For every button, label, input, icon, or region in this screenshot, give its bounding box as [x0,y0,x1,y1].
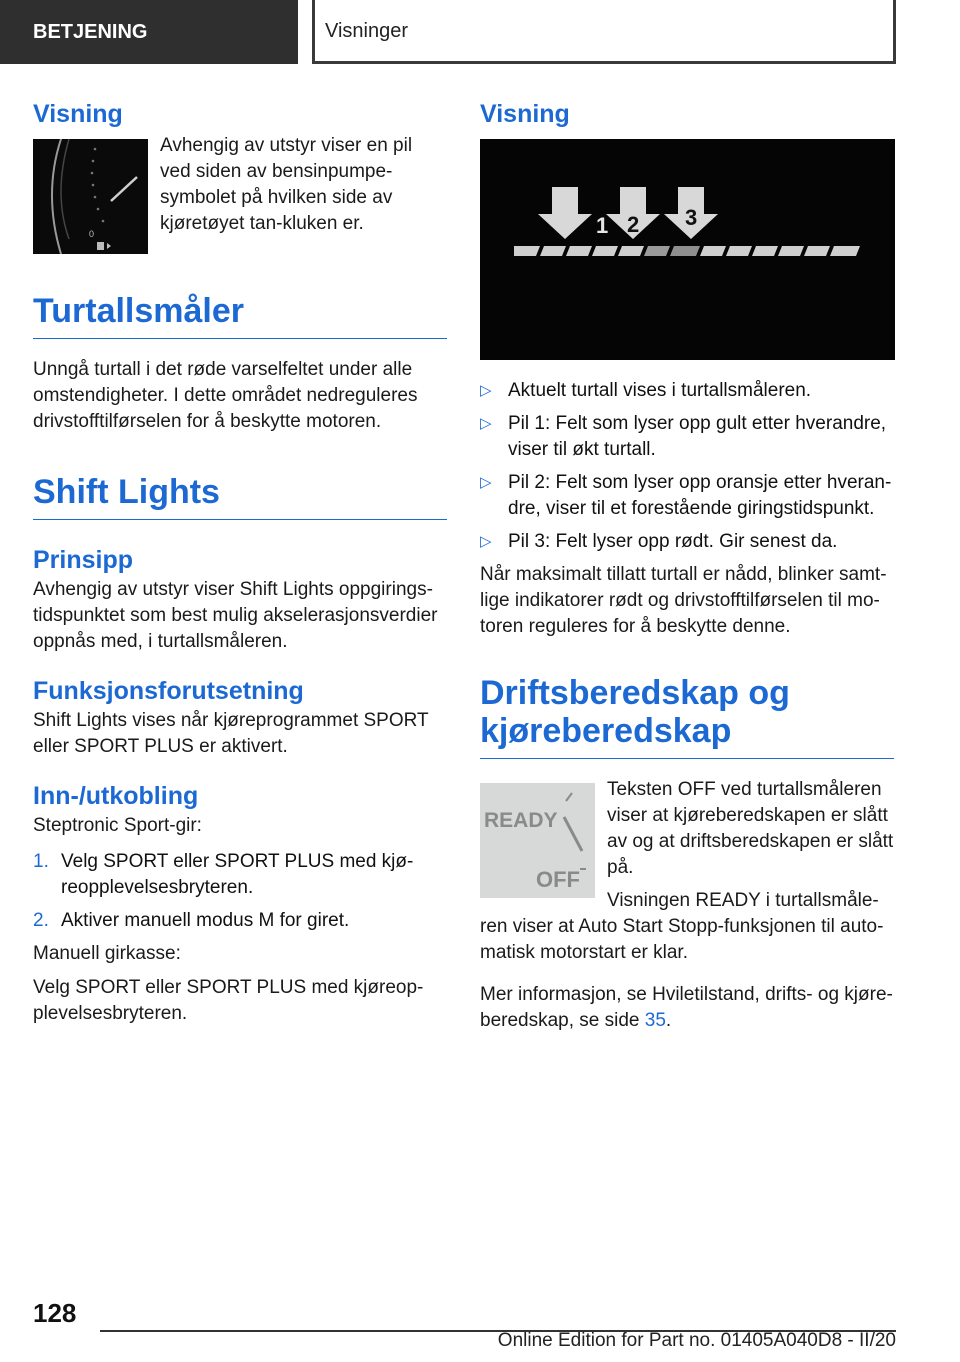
step-text: Velg SPORT eller SPORT PLUS med kjø-reopplevelsesbryteren. [61,851,414,898]
step-number: 1. [33,851,49,872]
svg-text:2: 2 [627,212,640,237]
right-column [480,100,894,1034]
step-item [33,908,447,934]
steps-list [33,849,447,934]
driftsberedskap-heading: Driftsberedskap og kjøreberedskap [480,674,894,759]
prinsipp-text: Avhengig av utstyr viser Shift Lights oppgirings-tidspunktet som best mulig akselerasjonsverdier oppnås med, i turtallsmåleren. [33,579,438,652]
ready-off-image [480,783,595,898]
manual-text: Velg SPORT eller SPORT PLUS med kjøreop-plevelsesbryteren. [33,977,424,1024]
shift-lights-illustration [480,139,895,360]
funksjonsforutsetning-text: Shift Lights vises når kjøreprogrammet SPORT eller SPORT PLUS er aktivert. [33,710,429,757]
visning-heading-right: Visning [480,100,570,128]
bullet-text: Pil 2: Felt som lyser opp oransje etter hveran-dre, viser til et forestående giringstidspunkt. [508,472,892,519]
page-title: Visninger [312,0,896,64]
manual-label: Manuell girkasse: [33,943,181,964]
edition-text: Online Edition for Part no. 01405A040D8 - II/20 [497,1330,896,1351]
bullet-triangle-icon: ▷ [480,533,492,550]
bullet-item [480,529,894,555]
ready-off-illustration [480,783,595,898]
turtall-text: Unngå turtall i det røde varselfeltet under alle omstendigheter. I dette området nedreguleres drivstofftilførselen for å beskytte motoren. [33,359,418,432]
turtall-heading: Turtallsmåler [33,292,447,339]
prinsipp-heading: Prinsipp [33,546,134,574]
svg-text:READY: READY [484,809,558,832]
more-info-suffix: . [665,1010,672,1031]
visning-heading: Visning [33,100,123,128]
page-number: 128 [33,1298,77,1328]
steptronic-label: Steptronic Sport-gir: [33,815,202,836]
svg-text:0: 0 [89,229,95,239]
bullet-triangle-icon: ▷ [480,415,492,432]
svg-text:1: 1 [596,213,609,238]
visning-text: Avhengig av utstyr viser en pil ved siden av bensinpumpe-symbolet på hvilken side av kjøretøyet tan-kluken er. [160,135,413,234]
arrow-1-icon [538,187,592,239]
shift-lights-bullets [480,378,894,555]
svg-text:3: 3 [685,205,698,230]
step-number: 2. [33,910,49,931]
bullet-triangle-icon: ▷ [480,474,492,491]
step-item [33,849,447,901]
more-info-prefix: Mer informasjon, se Hviletilstand, drifts- og kjøre-beredskap, se side [480,984,893,1031]
ready-block [480,779,894,898]
fuel-gauge-image [33,139,148,254]
off-text: Teksten OFF ved turtallsmåleren viser at kjøreberedskapen er slått av og at driftsberedskapen er slått på. [607,779,894,878]
bullet-text: Pil 3: Felt lyser opp rødt. Gir senest da. [508,531,838,552]
ready-text-wrap [607,777,894,898]
bullet-triangle-icon: ▷ [480,382,492,399]
shift-lights-heading: Shift Lights [33,473,447,520]
bullet-text: Pil 1: Felt som lyser opp gult etter hverandre, viser til økt turtall. [508,413,887,460]
fuel-gauge-illustration [33,139,148,254]
page-link[interactable]: 35 [644,1010,666,1031]
limit-text: Når maksimalt tillatt turtall er nådd, blinker samt-lige indikatorer rødt og drivstofftilførselen til mo-toren reguleres for å beskytte denne. [480,564,887,637]
section-tab: BETJENING [0,0,298,64]
visning-block [33,135,447,254]
bullet-item [480,411,894,463]
bullet-item [480,470,894,522]
left-column [33,100,447,1027]
more-info-text [480,982,894,1034]
bullet-text: Aktuelt turtall vises i turtallsmåleren. [508,380,812,401]
shift-lights-image [480,139,895,360]
innutkobling-heading: Inn-/utkobling [33,782,199,810]
funksjonsforutsetning-heading: Funksjonsforutsetning [33,677,304,705]
step-text: Aktiver manuell modus M for giret. [61,910,350,931]
svg-text:OFF: OFF [536,867,580,892]
ready-text: Visningen READY i turtallsmåle-ren viser at Auto Start Stopp-funksjonen til auto-matisk motorstart er klar. [480,890,884,963]
bullet-item [480,378,894,404]
